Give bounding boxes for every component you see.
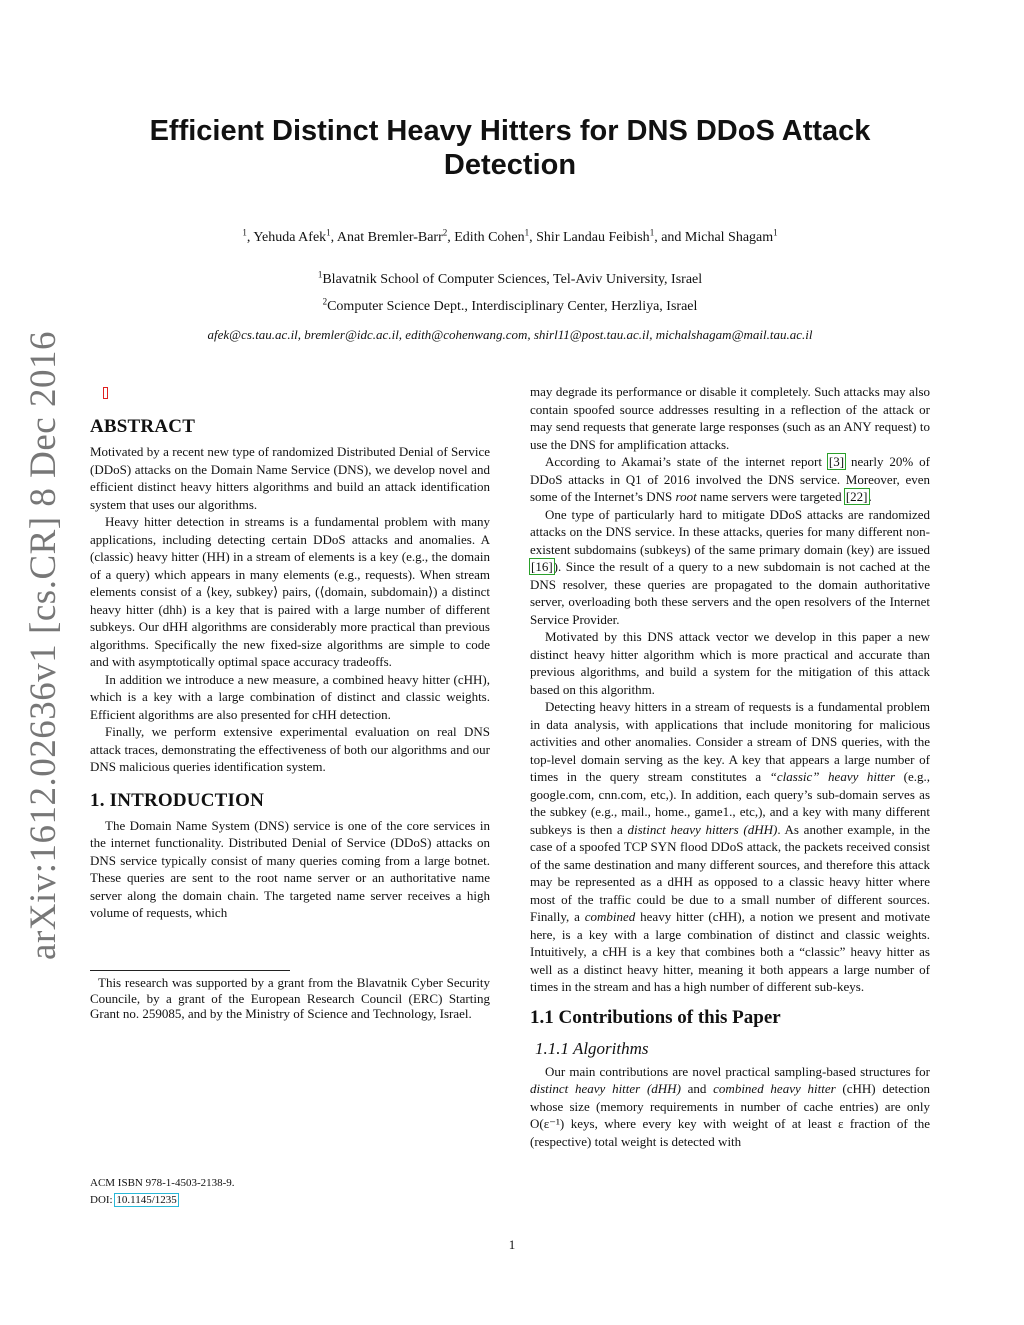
doi-link[interactable]: 10.1145/1235 [116, 1194, 177, 1206]
author-0: $^1$, [242, 227, 254, 245]
acm-isbn: ACM ISBN 978-1-4503-2138-9. [90, 1177, 235, 1189]
abstract-paragraph-1: Motivated by a recent new type of randomized Distributed Denial of Service (DDoS) attacks on the Domain Name Service (DNS), we develop novel and efficient distinct heavy hitters algorithms and build an attack identification system that uses our algorithms. [90, 444, 490, 512]
citation-3[interactable]: [3] [828, 454, 845, 469]
acm-info [90, 1175, 490, 1209]
author-4: Shir Landau Feibish$^1$, and [536, 227, 685, 245]
randomized-attack-paragraph: One type of particularly hard to mitigate DDoS attacks are randomized attacks on the DNS service. In these attacks, queries for many different non-existent subdomains (subkeys) of the same primary domain (key) are issued [16]). Since the result of a query to a new subdomain is not cached at the DNS resolver, these queries are propagated to the domain authoritative server, overloading both these servers and the open resolvers of the Internet Service Provider. [530, 506, 930, 627]
algorithms-heading: 1.1.1 Algorithms [535, 1038, 649, 1058]
citation-22[interactable]: [22] [845, 489, 868, 504]
abstract-paragraph-4: Finally, we perform extensive experimental evaluation on real DNS attack traces, demonstrating the effectiveness of both our algorithms and our DNS malicious queries identification system. [90, 724, 490, 774]
introduction-heading: 1. INTRODUCTION [90, 789, 265, 811]
author-5: Michal Shagam$^1$ [684, 227, 778, 245]
funding-footnote [90, 970, 490, 1022]
abstract-heading: ABSTRACT [90, 416, 196, 437]
akamai-paragraph: According to Akamai’s state of the internet report [3] nearly 20% of DDoS attacks in Q1 of 2016 involved the DNS service. Moreover, even some of the Internet’s DNS root name servers were targeted [22]. [530, 454, 930, 504]
heavy-hitter-paragraph: Detecting heavy hitters in a stream of requests is a fundamental problem in data analysis, with applications that include monitoring for malicious activities and other anomalies. Consider a stream of DNS queries, with the top-level domain serving as the key. A key that appears a large number of times in the query stream constitutes a “classic” heavy hitter (e.g., google.com, cnn.com, etc,). In addition, each query’s sub-domain serves as the subkey (e.g., mail., home., game1., etc,), and a key with many different subkeys is then a distinct heavy hitters (dHH). As another example, in the case of a spoofed TCP SYN flood DDoS attack, the packets received consist of the same destination and many different sources, and therefore this attack may be represented as a dHH as opposed to a classic heavy hitter where most of the traffic could be due to a small number of different sources. Finally, a combined heavy hitter (cHH), a notion we present and motivate here, is a key with a large combination of distinct and classic weights. Intuitively, a cHH is a key that combines both a “classic” heavy hitter as well as a distinct heavy hitter, meaning it both appears a large number of times in the stream and has a high number of different sub-keys. [530, 699, 931, 994]
left-column [90, 415, 490, 922]
author-emails: afek@cs.tau.ac.il, bremler@idc.ac.il, edith@cohenwang.com, shirl11@post.tau.ac.il, michalshagam@mail.tau.ac.il [207, 327, 813, 342]
doi-label: DOI: [90, 1194, 116, 1206]
footnote-rule [90, 970, 290, 971]
arxiv-identifier-stamp [22, 330, 64, 960]
footnote-text: This research was supported by a grant from the Blavatnik Cyber Security Councile, by a grant of the European Research Council (ERC) Starting Grant no. 259085, and by the Ministry of Science and Technology, Israel. [90, 975, 490, 1021]
author-3: Edith Cohen$^1$, [454, 227, 537, 245]
citation-16[interactable]: [16] [531, 559, 553, 574]
intro-continued-paragraph: may degrade its performance or disable it completely. Such attacks may also contain spoofed source addresses resulting in a reflection of the attack or may send requests that generate large responses (such as an ANY request) to use the DNS for amplification attacks. [530, 384, 930, 452]
affiliation-1: $^1$Blavatnik School of Computer Sciences, Tel-Aviv University, Israel [317, 269, 703, 287]
introduction-paragraph-1: The Domain Name System (DNS) service is one of the core services in the internet functionality. Distributed Denial of Service (DDoS) attacks on DNS service typically consist of many queries coming from a large botnet. These queries are sent to the root name server or an authoritative name server along the domain chain. The targeted name server receives a high volume of requests, which [90, 817, 490, 920]
page-number: 1 [508, 1237, 516, 1252]
abstract-paragraph-3: In addition we introduce a new measure, a combined heavy hitter (cHH), which is a key with a large combination of distinct and classic weights. Efficient algorithms are also presented for cHH detection. [90, 671, 490, 722]
right-column [530, 383, 930, 1150]
paper-title: Efficient Distinct Heavy Hitters for DNS DDoS Attack Detection [149, 115, 871, 181]
contributions-paragraph: Our main contributions are novel practical sampling-based structures for distinct heavy hitter (dHH) and combined heavy hitter (cHH) detection whose size (memory requirements in number of cache entries) are only O(ε⁻¹) keys, where every key with weight of at least ε fraction of the (respective) total weight is detected with [530, 1063, 930, 1149]
arxiv-identifier-text: arXiv:1612.02636v1 [cs.CR] 8 Dec 2016 [22, 330, 64, 960]
motivation-paragraph: Motivated by this DNS attack vector we develop in this paper a new distinct heavy hitter algorithm which is more practical and accurate than previous algorithms, and build a system for the mitigation of this attack based on this algorithm. [530, 629, 930, 697]
affiliation-2: $^2$Computer Science Dept., Interdisciplinary Center, Herzliya, Israel [322, 296, 698, 314]
doi-line [90, 1192, 490, 1209]
abstract-paragraph-2: Heavy hitter detection in streams is a fundamental problem with many applications, including detecting certain DDoS attacks and anomalies. A (classic) heavy hitter (HH) in a stream of elements is a key (e.g., the domain of a query) which appears in many elements (e.g., requests). When stream elements consist of a ⟨key, subkey⟩ pairs, (⟨domain, subdomain⟩) a distinct heavy hitter (dhh) is a key that is paired with a large number of different subkeys. Our dHH algorithms are considerably more practical than previous algorithms. Specifically the new fixed-size algorithms are simple to code and with asymptotically optimal space accuracy tradeoffs. [90, 514, 490, 669]
annotation-marker [103, 387, 108, 399]
contributions-heading: 1.1 Contributions of this Paper [530, 1006, 781, 1028]
author-1: Yehuda Afek$^1$, [253, 227, 337, 245]
author-2: Anat Bremler-Barr$^2$, [336, 227, 455, 245]
author-list [100, 229, 920, 247]
